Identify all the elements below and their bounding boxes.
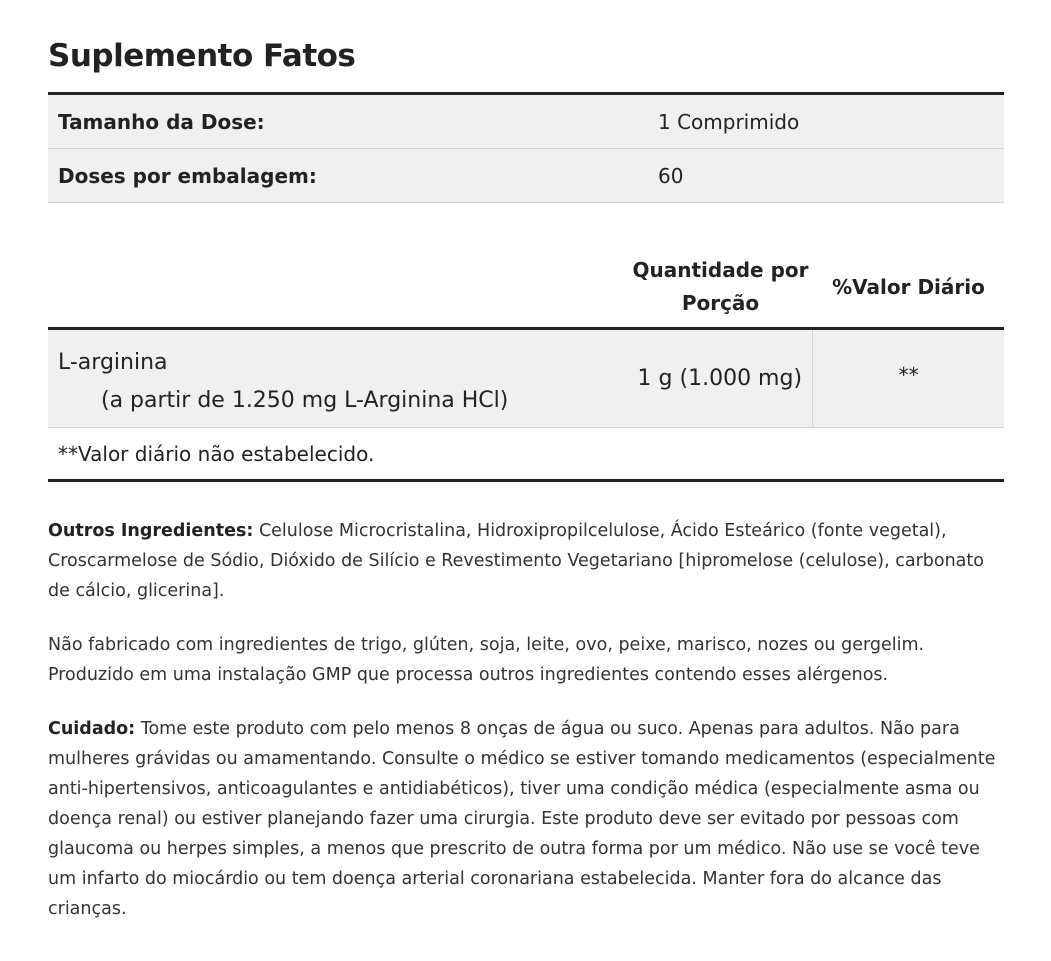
servings-per-container-label: Doses por embalagem: xyxy=(58,163,317,188)
caution-paragraph xyxy=(48,714,1004,924)
nutrient-table-header xyxy=(48,247,1004,327)
daily-value-footnote: **Valor diário não estabelecido. xyxy=(48,428,1004,482)
servings-per-container-value: 60 xyxy=(658,163,684,188)
caution-label: Cuidado: xyxy=(48,719,136,739)
panel-title: Suplemento Fatos xyxy=(48,38,356,74)
caution-text: Tome este produto com pelo menos 8 onças de água ou suco. Apenas para adultos. Não para mulheres grávidas ou amamentando. Consulte o médico se estiver tomando medicamentos (especialmente anti-hipertensivos, anticoagulantes e antidiabéticos), tiver uma condição médica (especialmente asma ou doença renal) ou estiver planejando fazer uma cirurgia. Este produto deve ser evitado por pessoas com glaucoma ou herpes simples, a menos que prescrito de outra forma por um médico. Não use se você teve um infarto do miocárdio ou tem doença arterial coronariana estabelecida. Manter fora do alcance das crianças. xyxy=(48,719,996,919)
nutrient-row xyxy=(48,327,1004,428)
serving-size-label: Tamanho da Dose: xyxy=(58,109,265,134)
allergen-note: Não fabricado com ingredientes de trigo, glúten, soja, leite, ovo, peixe, marisco, nozes ou gergelim. Produzido em uma instalação GMP que processa outros ingredientes contendo esses alérgenos. xyxy=(48,635,925,685)
other-ingredients-text: Celulose Microcristalina, Hidroxipropilcelulose, Ácido Esteárico (fonte vegetal), Croscarmelose de Sódio, Dióxido de Silício e Revestimento Vegetariano [hipromelose (celulose), carbonato de cálcio, glicerina]. xyxy=(48,521,984,601)
nutrient-name: L-arginina xyxy=(58,350,168,375)
nutrient-name-cell xyxy=(48,330,627,427)
supplement-facts-panel xyxy=(48,0,1004,924)
daily-value-header: %Valor Diário xyxy=(832,275,985,299)
amount-per-serving-header: Quantidade por Porção xyxy=(632,258,809,315)
nutrient-amount: 1 g (1.000 mg) xyxy=(627,330,813,427)
other-ingredients-paragraph xyxy=(48,516,1004,606)
nutrient-daily-value: ** xyxy=(898,362,919,387)
servings-per-container-row xyxy=(48,149,1004,203)
serving-size-row xyxy=(48,95,1004,149)
other-ingredients-label: Outros Ingredientes: xyxy=(48,521,254,541)
serving-size-value: 1 Comprimido xyxy=(658,109,800,134)
nutrient-source-detail: (a partir de 1.250 mg L-Arginina HCl) xyxy=(101,388,509,413)
